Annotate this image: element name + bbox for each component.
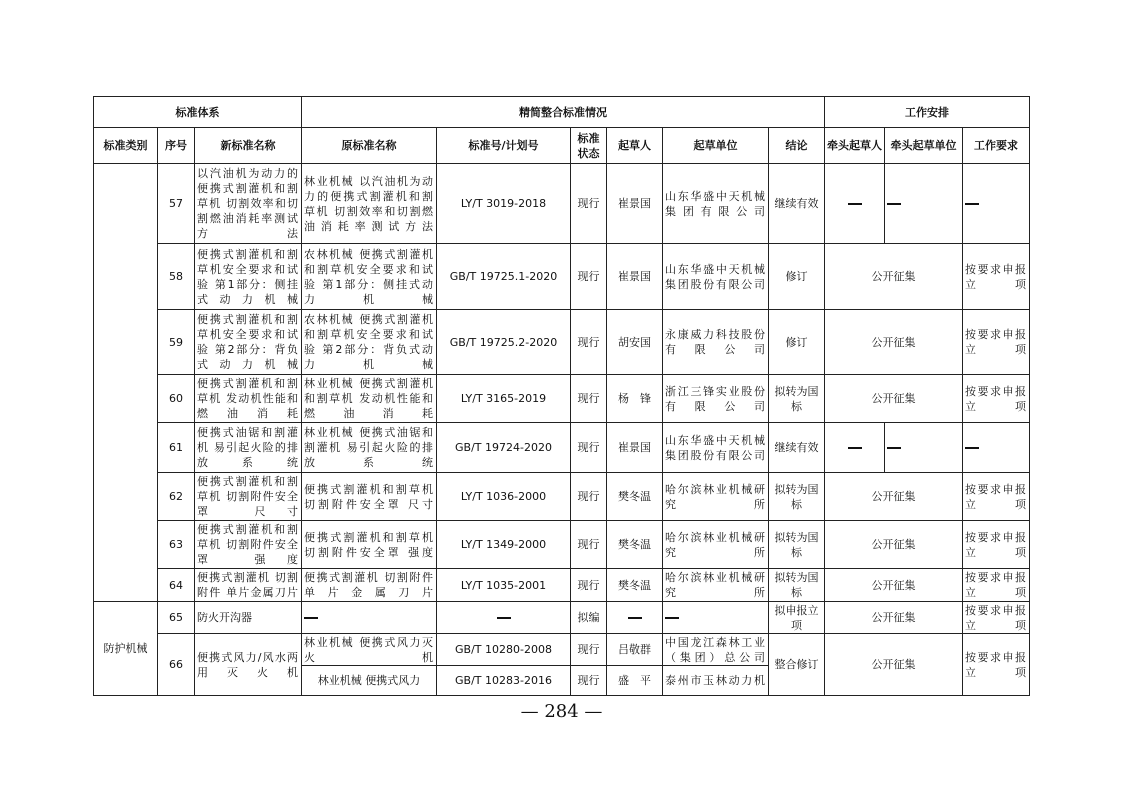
conclusion-cell: 修订 [769, 310, 825, 375]
table-row [94, 244, 1030, 310]
header-row-groups [94, 97, 1030, 128]
lead-drafter-cell [825, 164, 885, 244]
row-no: 65 [158, 602, 195, 634]
orig-name-cell: 林业机械 便携式割灌机和割草机 发动机性能和燃油消耗 [302, 375, 437, 423]
table-row [94, 164, 1030, 244]
lead-drafter-cell [825, 423, 885, 473]
header-row-columns [94, 128, 1030, 164]
status-cell: 现行 [571, 666, 607, 696]
col-lead-drafter: 牵头起草人 [825, 128, 885, 164]
dash-mark [887, 447, 901, 449]
table-row [94, 473, 1030, 521]
new-name-cell: 便携式割灌机和割草机 发动机性能和燃油消耗 [195, 375, 302, 423]
row-no: 59 [158, 310, 195, 375]
status-cell: 现行 [571, 521, 607, 569]
conclusion-cell: 修订 [769, 244, 825, 310]
orig-name-cell: 林业机械 便携式风力灭火机 [302, 634, 437, 666]
group-work-header: 工作安排 [825, 97, 1030, 128]
group-standard-header: 精简整合标准情况 [302, 97, 825, 128]
unit-cell: 山东华盛中天机械集团有限公司 [663, 164, 769, 244]
conclusion-cell: 拟转为国标 [769, 521, 825, 569]
drafter-cell: 樊冬温 [607, 473, 663, 521]
row-no: 62 [158, 473, 195, 521]
orig-name-cell: 便携式割灌机 切割附件单片金属刀片 [302, 569, 437, 602]
dash-mark [497, 617, 511, 619]
work-cell: 公开征集 [825, 244, 963, 310]
dash-mark [965, 447, 979, 449]
table-row [94, 634, 1030, 666]
row-no: 57 [158, 164, 195, 244]
unit-cell [663, 602, 769, 634]
std-no-cell: LY/T 3019-2018 [437, 164, 571, 244]
work-cell: 公开征集 [825, 602, 963, 634]
std-no-cell: GB/T 10280-2008 [437, 634, 571, 666]
std-no-cell: GB/T 19725.2-2020 [437, 310, 571, 375]
unit-cell: 山东华盛中天机械集团股份有限公司 [663, 244, 769, 310]
orig-name-cell: 便携式割灌机和割草机切割附件安全罩 强度 [302, 521, 437, 569]
col-orig-name: 原标准名称 [302, 128, 437, 164]
requirement-cell: 按要求申报立项 [963, 569, 1030, 602]
table-row [94, 569, 1030, 602]
new-name-cell: 便携式割灌机和割草机安全要求和试验 第1部分：侧挂式动力机械 [195, 244, 302, 310]
work-cell: 公开征集 [825, 310, 963, 375]
col-conclusion: 结论 [769, 128, 825, 164]
row-no: 60 [158, 375, 195, 423]
unit-cell: 永康威力科技股份有限公司 [663, 310, 769, 375]
conclusion-cell: 继续有效 [769, 423, 825, 473]
col-status: 标准状态 [571, 128, 607, 164]
dash-mark [965, 203, 979, 205]
table-row [94, 423, 1030, 473]
unit-cell: 哈尔滨林业机械研究所 [663, 521, 769, 569]
new-name-cell: 便携式割灌机和割草机 切割附件安全罩 尺寸 [195, 473, 302, 521]
col-drafter: 起草人 [607, 128, 663, 164]
work-cell: 公开征集 [825, 634, 963, 696]
col-category: 标准类别 [94, 128, 158, 164]
table-row [94, 310, 1030, 375]
std-no-cell: GB/T 10283-2016 [437, 666, 571, 696]
orig-name-cell [302, 602, 437, 634]
std-no-cell: LY/T 1349-2000 [437, 521, 571, 569]
requirement-cell: 按要求申报立项 [963, 473, 1030, 521]
lead-unit-cell [885, 164, 963, 244]
unit-cell: 哈尔滨林业机械研究所 [663, 473, 769, 521]
unit-cell: 中国龙江森林工业（集团）总公司 [663, 634, 769, 666]
requirement-cell: 按要求申报立项 [963, 634, 1030, 696]
unit-cell: 山东华盛中天机械集团股份有限公司 [663, 423, 769, 473]
work-cell: 公开征集 [825, 521, 963, 569]
unit-cell: 浙江三锋实业股份有限公司 [663, 375, 769, 423]
requirement-cell: 按要求申报立项 [963, 244, 1030, 310]
drafter-cell: 崔景国 [607, 423, 663, 473]
category-cell-empty [94, 164, 158, 602]
orig-name-cell: 农林机械 便携式割灌机和割草机安全要求和试验 第2部分：背负式动力机械 [302, 310, 437, 375]
orig-name-cell: 农林机械 便携式割灌机和割草机安全要求和试验 第1部分：侧挂式动力机械 [302, 244, 437, 310]
new-name-cell: 防火开沟器 [195, 602, 302, 634]
requirement-cell: 按要求申报立项 [963, 310, 1030, 375]
lead-unit-cell [885, 423, 963, 473]
table-row [94, 375, 1030, 423]
category-cell: 防护机械 [94, 602, 158, 696]
conclusion-cell: 拟转为国标 [769, 473, 825, 521]
new-name-cell: 便携式割灌机和割草机安全要求和试验 第2部分：背负式动力机械 [195, 310, 302, 375]
col-new-name: 新标准名称 [195, 128, 302, 164]
unit-cell: 泰州市玉林动力机 [663, 666, 769, 696]
table-row [94, 521, 1030, 569]
std-no-cell: LY/T 1036-2000 [437, 473, 571, 521]
table-row [94, 602, 1030, 634]
orig-name-cell: 林业机械 便携式油锯和割灌机 易引起火险的排放系统 [302, 423, 437, 473]
requirement-cell: 按要求申报立项 [963, 521, 1030, 569]
unit-cell: 哈尔滨林业机械研究所 [663, 569, 769, 602]
drafter-cell: 胡安国 [607, 310, 663, 375]
work-cell: 公开征集 [825, 375, 963, 423]
orig-name-cell: 林业机械 便携式风力 [302, 666, 437, 696]
std-no-cell: LY/T 3165-2019 [437, 375, 571, 423]
col-std-no: 标准号/计划号 [437, 128, 571, 164]
drafter-cell [607, 602, 663, 634]
standards-table [93, 96, 1030, 696]
col-unit: 起草单位 [663, 128, 769, 164]
row-no: 63 [158, 521, 195, 569]
drafter-cell: 樊冬温 [607, 569, 663, 602]
row-no: 58 [158, 244, 195, 310]
group-system-header: 标准体系 [94, 97, 302, 128]
requirement-cell: 按要求申报立项 [963, 602, 1030, 634]
row-no: 64 [158, 569, 195, 602]
col-lead-unit: 牵头起草单位 [885, 128, 963, 164]
dash-mark [628, 617, 642, 619]
drafter-cell: 杨 锋 [607, 375, 663, 423]
conclusion-cell: 拟申报立项 [769, 602, 825, 634]
drafter-cell: 崔景国 [607, 164, 663, 244]
conclusion-cell: 拟转为国标 [769, 375, 825, 423]
new-name-cell: 便携式割灌机 切割附件 单片金属刀片 [195, 569, 302, 602]
requirement-cell: 按要求申报立项 [963, 375, 1030, 423]
drafter-cell: 崔景国 [607, 244, 663, 310]
std-no-cell: GB/T 19725.1-2020 [437, 244, 571, 310]
status-cell: 现行 [571, 569, 607, 602]
status-cell: 拟编 [571, 602, 607, 634]
std-no-cell: LY/T 1035-2001 [437, 569, 571, 602]
conclusion-cell: 继续有效 [769, 164, 825, 244]
status-cell: 现行 [571, 164, 607, 244]
row-no: 61 [158, 423, 195, 473]
col-requirement: 工作要求 [963, 128, 1030, 164]
requirement-cell [963, 164, 1030, 244]
dash-mark [848, 447, 862, 449]
dash-mark [887, 203, 901, 205]
status-cell: 现行 [571, 310, 607, 375]
work-cell: 公开征集 [825, 569, 963, 602]
dash-mark [848, 203, 862, 205]
new-name-cell: 以汽油机为动力的便携式割灌机和割草机 切割效率和切割燃油消耗率测试方法 [195, 164, 302, 244]
page-number: — 284 — [520, 701, 603, 722]
status-cell: 现行 [571, 634, 607, 666]
status-cell: 现行 [571, 423, 607, 473]
drafter-cell: 盛 平 [607, 666, 663, 696]
requirement-cell [963, 423, 1030, 473]
conclusion-cell: 整合修订 [769, 634, 825, 696]
orig-name-cell: 林业机械 以汽油机为动力的便携式割灌机和割草机 切割效率和切割燃油消耗率测试方法 [302, 164, 437, 244]
std-no-cell [437, 602, 571, 634]
status-cell: 现行 [571, 473, 607, 521]
new-name-cell: 便携式割灌机和割草机 切割附件安全罩 强度 [195, 521, 302, 569]
status-cell: 现行 [571, 244, 607, 310]
col-no: 序号 [158, 128, 195, 164]
drafter-cell: 吕敬群 [607, 634, 663, 666]
row-no: 66 [158, 634, 195, 696]
dash-mark [665, 617, 679, 619]
work-cell: 公开征集 [825, 473, 963, 521]
conclusion-cell: 拟转为国标 [769, 569, 825, 602]
std-no-cell: GB/T 19724-2020 [437, 423, 571, 473]
status-cell: 现行 [571, 375, 607, 423]
new-name-cell: 便携式风力/风水两用灭火机 [195, 634, 302, 696]
dash-mark [304, 617, 318, 619]
new-name-cell: 便携式油锯和割灌机 易引起火险的排放系统 [195, 423, 302, 473]
orig-name-cell: 便携式割灌机和割草机切割附件安全罩 尺寸 [302, 473, 437, 521]
drafter-cell: 樊冬温 [607, 521, 663, 569]
